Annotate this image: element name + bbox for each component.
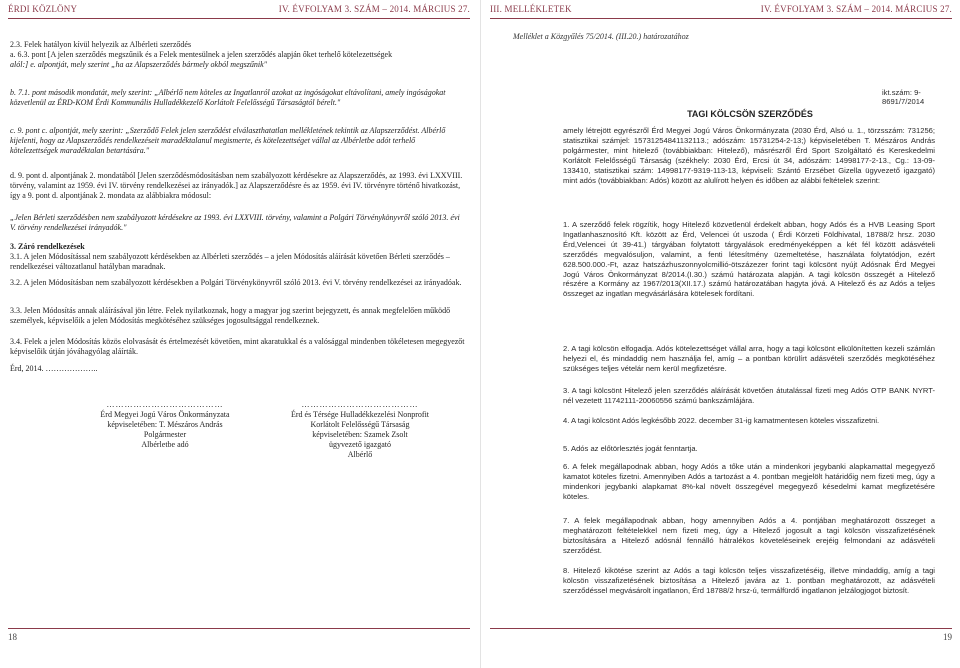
amended-sentence: „Jelen Bérleti szerződésben nem szabályozott kérdésekre az 1993. évi LXXVIII. törvény, valamint a Polgári Törvénykönyvről szóló 2013. évi V. törvény rendelkezései irányadók." [10, 213, 460, 233]
paragraph: 3.1. A jelen Módosítással nem szabályozott kérdésekben az Albérleti szerződés – a jelen Módosítás aláírását követően Bérleti szerződés – rendelkezései változatlanul hatályban maradnak. [10, 252, 450, 272]
clause-1: 1. A szerződő felek rögzítik, hogy Hitelező közvetlenül érdekelt abban, hogy Adós és a HVB Leasing Sport Ingatlanhasznosító Kft. között az Érd, Velencei út uszoda ( Érdi Körzeti Földhivatal, 18788/2 hrsz. 2030 Érd,Velencei út 39-41.) tárgyában folytatott tárgyalások eredményeképpen a két fél között adásvételi szerződés megvalósuljon, valamint, a fenti létesítmény üzemeltetése, használata folytatódjon, ezért 628.500.000.-Ft, azaz hatszázhuszonnyolcmillió-ötszázezer forint tagi kölcsönt nyújt Adósnak Érd Megyei Jogú Város Önkormányzat 8/2014.(I.30.) számú határozata alapján. A tagi kölcsön összegét a Hitelező részére a Kormány az 1967/2013(XII.17.) számú határozatában hagyta jóvá. A Hitelező és az Adós a teljes összeget az ingatlan megvásárlására kötelesek fordítani. [563, 220, 935, 299]
signature-block-lessee: ………………………………… Érd és Térsége Hulladékkezelési Nonprofit Korlátolt Felelősségű Társaság képviseletében: Szamek Zsolt ügyvezető igazgató Albérlő [270, 400, 450, 460]
paragraph: 2.3. Felek hatályon kívül helyezik az Albérleti szerződés [10, 40, 192, 49]
page-number: 19 [943, 632, 952, 642]
footer-divider [8, 628, 470, 629]
journal-volume: IV. ÉVFOLYAM 3. SZÁM – 2014. MÁRCIUS 27. [760, 4, 952, 14]
paragraph: a. 6.3. pont [A jelen szerződés megszűnik és a Felek mentesülnek a jelen szerződés alapján őket terhelő kötelezettségek [10, 50, 393, 60]
right-page-header [490, 0, 952, 18]
clause-4: 4. A tagi kölcsönt Adós legkésőbb 2022. december 31-ig kamatmentesen köteles visszafizetni. [563, 416, 880, 425]
clause-7: 7. A felek megállapodnak abban, hogy amennyiben Adós a 4. pontjában meghatározott összeget a meghatározott feltételekkel nem fizeti meg, úgy a Hitelező jogosult a tagi kölcsön visszafizetésének biztosítására a Hitelező adósnál fennálló hátralékos követeléseinek erejéig felmondani az adásvételi szerződést. [563, 516, 935, 555]
paragraph-3-4: 3.4. Felek a jelen Módosítás közös elolvasását és értelmezését követően, mint akaratukkal és a valósággal mindenben tökéletesen megegyezőt képviselőik útján jóváhagyólag aláírták. [10, 337, 465, 357]
page-gutter [480, 0, 481, 668]
registration-number: ikt.szám: 9-8691/7/2014 [882, 88, 925, 106]
annex-note: Melléklet a Közgyűlés 75/2014. (III.20.) határozatához [513, 32, 689, 41]
header-divider [490, 18, 952, 19]
amendment-c: c. 9. pont c. alpontját, mely szerint: „Szerződő Felek jelen szerződést elválaszthatatlan mellékletének tekintik az Alapszerződést. Albérlő kijelenti, hogy az Alapszerződés rendelkezéseit maradéktalanul megismerte, és kötelezettséget vállal az Albérletbe adót terhelő kötelezettségek maradéktalan betartására." [10, 126, 446, 156]
journal-volume: IV. ÉVFOLYAM 3. SZÁM – 2014. MÁRCIUS 27. [278, 4, 470, 14]
contract-title: TAGI KÖLCSÖN SZERZŐDÉS [687, 109, 813, 119]
left-page-header [8, 0, 470, 18]
amendment-b: b. 7.1. pont második mondatát, mely szerint: „Albérlő nem köteles az Ingatlanról azokat az ingóságokat eltávolítani, amely ingóságokat közvetlenül az ÉRD-KOM Érdi Kommunális Hulladékkezelő Korlátolt Felelősségű Társaságtól bérelt." [10, 88, 446, 108]
paragraph-3-2: 3.2. A jelen Módosításban nem szabályozott kérdésekben a Polgári Törvénykönyvről szóló 2013. évi V. törvény rendelkezései az irányadóak. [10, 278, 462, 287]
clause-8: 8. Hitelező kikötése szerint az Adós a tagi kölcsön teljes visszafizetéséig, illetve mindaddig, amíg a tagi kölcsön visszafizetésének biztosítása a Hitelező javára az 1. pontban meghatározott, az adásvételi szerződéssel megvásárolt ingatlanon, Érd 18788/2 hrsz-ú, termálfürdő ingatlanon jelzálogjogot biztosít. [563, 566, 935, 595]
paragraph-3-3: 3.3. Jelen Módosítás annak aláírásával jön létre. Felek nyilatkoznak, hogy a magyar jog szerint bejegyzett, és annak megfelelően működő személyek, képviselőik a jelen Módosítás megkötéséhez szükséges jogosultsággal rendelkeznek. [10, 306, 451, 326]
signing-date: Érd, 2014. ……………….. [10, 364, 98, 373]
clause-3: 3. A tagi kölcsönt Hitelező jelen szerződés aláírását követően átutalással fizeti meg Adós OTP BANK NYRT- nél vezetett 11742111-20060556 számú bankszámlájára. [563, 386, 935, 405]
closing-provisions [10, 242, 465, 273]
header-divider [8, 18, 470, 19]
signature-line: ………………………………… [301, 400, 419, 409]
page-number: 18 [8, 632, 17, 642]
contract-intro: amely létrejött egyrészről Érd Megyei Jogú Város Önkormányzata (2030 Érd, Alsó u. 1., törzsszám: 731256; statisztikai számjel: 15731254841132113.; adószám: 15731254-2-13;) képviseletében T. Mészáros András polgármester, mint hitelező (továbbiakban: Hitelező), másrészről Érd Sport Szolgáltató és Kereskedelmi Korlátolt Felelősségű Társaság (székhely: 2030 Érd, Ercsi út 34, adószám: 14998177-2-13., Cg.: 13-09-133410, statisztikai szám: 14998177-9319-113-13, képviseli: Szántó Erzsébet Gizella ügyvezető igazgató) mint adós (továbbiakban: Adós) között az alulírott helyen és időben az alábbi feltételek szerint: [563, 126, 935, 185]
amendment-d: d. 9. pont d. alpontjának 2. mondatából [Jelen szerződésmódosításban nem szabályozott kérdésekre az Alapszerződés, az 1993. évi LXXVIII. törvény, valamint az 1959. évi IV. törvény rendelkezései az irányadók.] az Alapszerződésre és az 1959. évi IV. törvényre történő hivatkozást, így a 9. pont d. alpontjának 2. mondata az alábbiakra módosul: [10, 171, 463, 201]
section-heading: 3. Záró rendelkezések [10, 242, 85, 251]
paragraph: alól:] e. alpontját, mely szerint „ha az Alapszerződés bármely okból megszűnik" [10, 60, 267, 70]
signature-line: ………………………………… [106, 400, 224, 409]
footer-divider [490, 628, 952, 629]
amendment-list [10, 40, 465, 71]
section-title: III. MELLÉKLETEK [490, 4, 572, 14]
signature-block-lessor: ………………………………… Érd Megyei Jogú Város Önkormányzata képviseletében: T. Mészáros András Polgármester Albérletbe adó [80, 400, 250, 450]
journal-title: ÉRDI KÖZLÖNY [8, 4, 78, 14]
clause-5: 5. Adós az előtörlesztés jogát fenntartja. [563, 444, 698, 453]
clause-2: 2. A tagi kölcsön elfogadja. Adós kötelezettséget vállal arra, hogy a tagi kölcsönt elkülönítetten kezeli számlán helyezi el, és mindaddig nem használja fel, amíg – a pontban körülírt adásvételi szerződés megkötéséhez szükséges teljes vételár nem kerül megfizetésre. [563, 344, 935, 373]
clause-6: 6. A felek megállapodnak abban, hogy Adós a tőke után a mindenkori jegybanki alapkamattal megegyező kamatot köteles fizetni. Amennyiben Adós a tartozást a 4. pontban megjelölt határidőig nem fizeti meg, úgy a mindenkori jegybanki alapkamat 8%-kal növelt összegével megegyező késedelmi kamat megfizetésére köteles. [563, 462, 935, 501]
